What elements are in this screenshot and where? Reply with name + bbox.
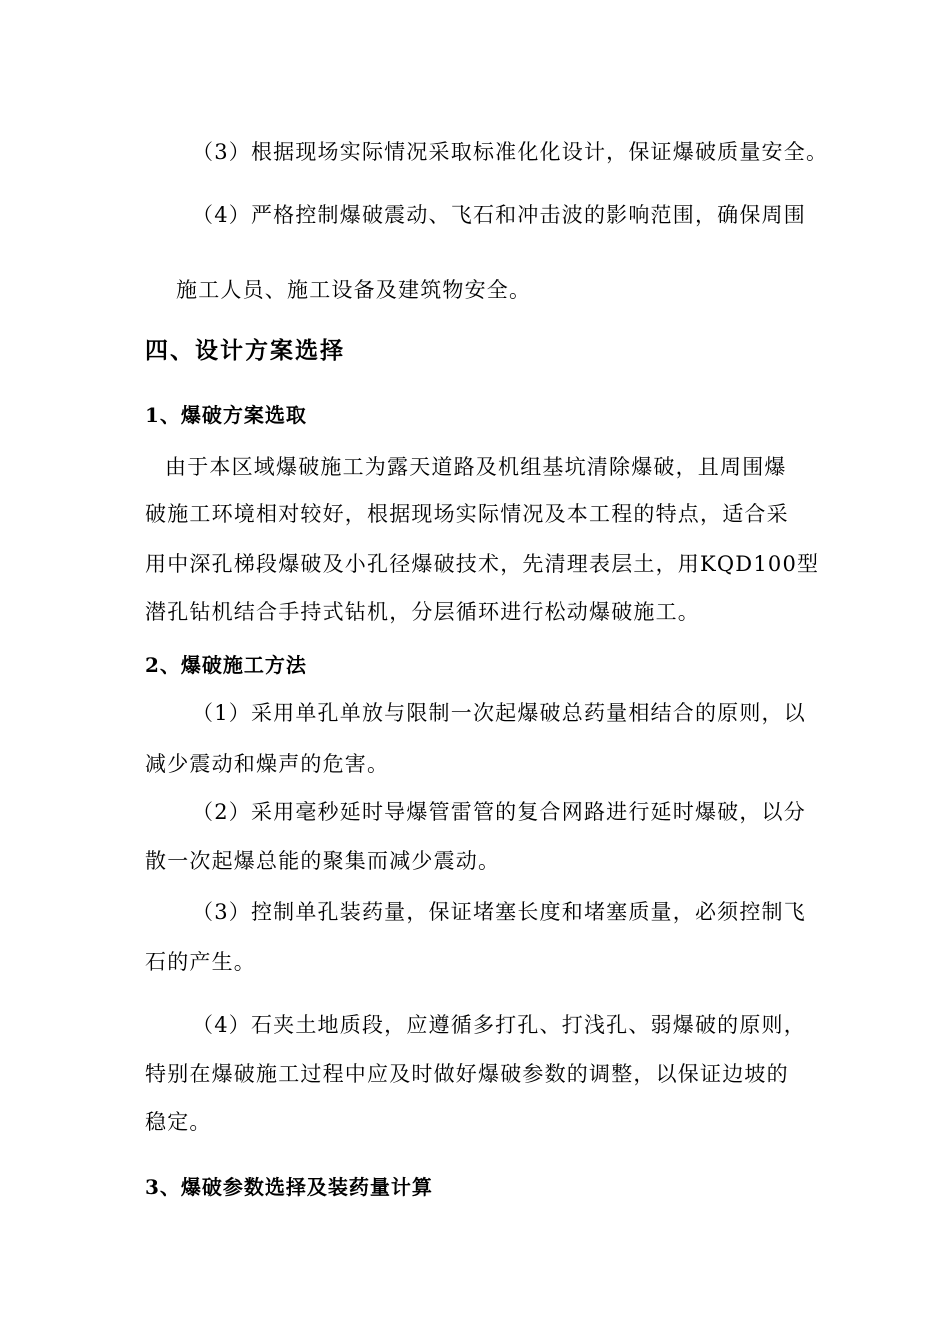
paragraph-line: 减少震动和燥声的危害。 <box>145 752 390 776</box>
paragraph-line: 破施工环境相对较好，根据现场实际情况及本工程的特点，适合采 <box>145 502 789 526</box>
paragraph-line: 施工人员、施工设备及建筑物安全。 <box>176 278 532 302</box>
paragraph-line: （2）采用毫秒延时导爆管雷管的复合网路进行延时爆破，以分 <box>192 800 806 824</box>
section-heading: 四、设计方案选择 <box>145 337 345 364</box>
paragraph-line: 用中深孔梯段爆破及小孔径爆破技术，先清理表层土，用KQD100型 <box>145 552 820 576</box>
paragraph-line: 散一次起爆总能的聚集而减少震动。 <box>145 849 501 873</box>
paragraph-line: （4）严格控制爆破震动、飞石和冲击波的影响范围，确保周围 <box>192 203 806 227</box>
paragraph-line: （3）根据现场实际情况采取标准化化设计，保证爆破质量安全。 <box>192 140 829 164</box>
paragraph-line: 特别在爆破施工过程中应及时做好爆破参数的调整，以保证边坡的 <box>145 1062 789 1086</box>
paragraph-line: 潜孔钻机结合手持式钻机，分层循环进行松动爆破施工。 <box>145 600 700 624</box>
subsection-heading: 3、爆破参数选择及装药量计算 <box>145 1175 433 1199</box>
paragraph-line: 石的产生。 <box>145 950 256 974</box>
paragraph-line: 由于本区域爆破施工为露天道路及机组基坑清除爆破，且周围爆 <box>165 455 787 479</box>
paragraph-line: （3）控制单孔装药量，保证堵塞长度和堵塞质量，必须控制飞 <box>192 900 806 924</box>
subsection-heading: 2、爆破施工方法 <box>145 653 307 677</box>
paragraph-line: 稳定。 <box>145 1110 212 1134</box>
paragraph-line: （1）采用单孔单放与限制一次起爆破总药量相结合的原则，以 <box>192 701 806 725</box>
subsection-heading: 1、爆破方案选取 <box>145 403 307 427</box>
paragraph-line: （4）石夹土地质段，应遵循多打孔、打浅孔、弱爆破的原则， <box>192 1013 806 1037</box>
